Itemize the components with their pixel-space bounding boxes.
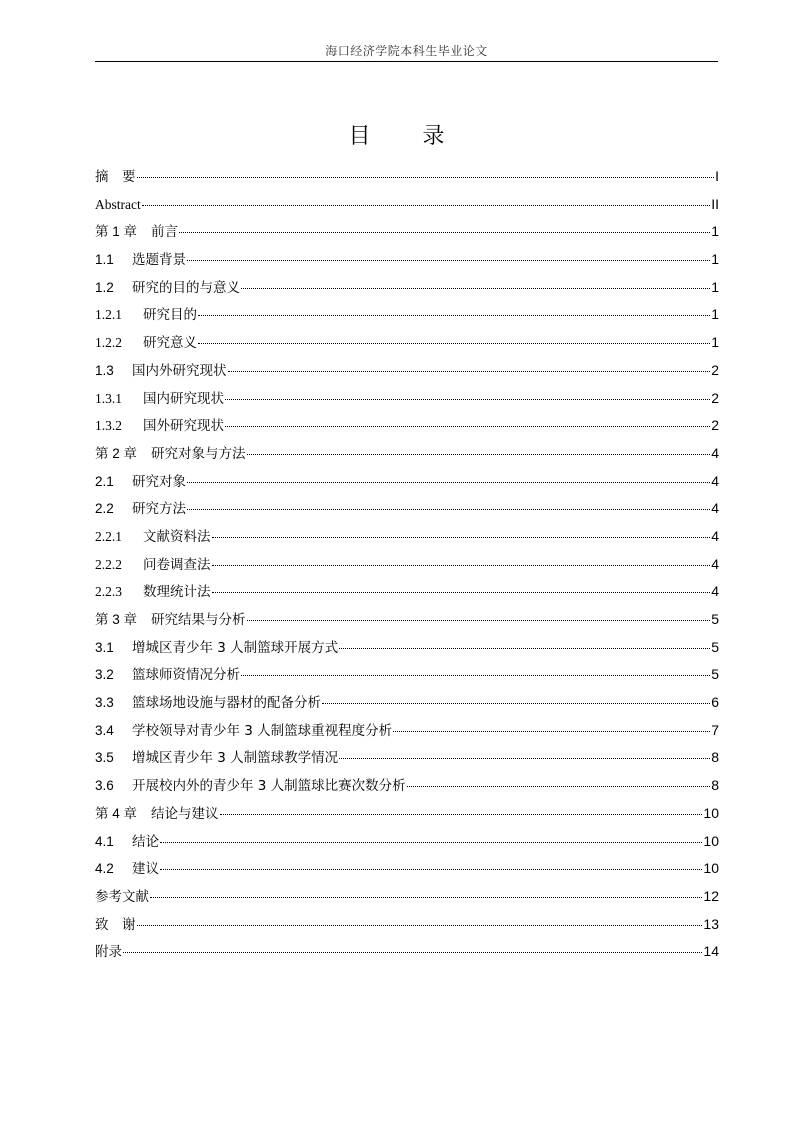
toc-entry-page: 4 bbox=[711, 444, 719, 461]
toc-entry-label bbox=[95, 329, 197, 358]
toc-entry[interactable] bbox=[95, 828, 719, 856]
toc-entry-page: 10 bbox=[703, 832, 719, 849]
toc-dot-leader bbox=[160, 867, 702, 870]
toc-entry-title: 国外研究现状 bbox=[143, 418, 224, 435]
toc-entry-label bbox=[95, 523, 211, 552]
toc-entry-label bbox=[95, 744, 338, 773]
toc-entry-title: 增城区青少年 3 人制篮球开展方式 bbox=[132, 639, 339, 656]
toc-title-part1: 目 bbox=[348, 124, 371, 149]
toc-entry-label bbox=[95, 578, 211, 607]
toc-title bbox=[0, 122, 793, 152]
toc-entry-title: Abstract bbox=[95, 196, 141, 212]
toc-entry-number: 2.1 bbox=[95, 473, 114, 489]
toc-entry-label bbox=[95, 661, 240, 690]
toc-dot-leader bbox=[339, 646, 710, 649]
toc-dot-leader bbox=[247, 618, 711, 621]
toc-entry-number: 第 3 章 bbox=[95, 612, 138, 627]
toc-entry-page: II bbox=[711, 195, 719, 212]
toc-entry-label bbox=[95, 468, 186, 497]
toc-entry-label bbox=[95, 772, 406, 801]
toc-entry-label bbox=[95, 800, 219, 829]
toc-entry[interactable] bbox=[95, 551, 719, 579]
toc-entry-label bbox=[95, 606, 246, 635]
toc-entry[interactable] bbox=[95, 717, 719, 745]
toc-entry[interactable] bbox=[95, 883, 719, 911]
toc-entry-label bbox=[95, 246, 186, 275]
toc-title-part2: 录 bbox=[422, 124, 445, 149]
toc-entry-number: 3.2 bbox=[95, 667, 114, 683]
toc-entry-page: 4 bbox=[711, 583, 719, 600]
toc-dot-leader bbox=[179, 230, 710, 233]
toc-entry[interactable] bbox=[95, 468, 719, 496]
toc-dot-leader bbox=[212, 590, 711, 593]
toc-entry-number: 2.2.2 bbox=[95, 556, 122, 572]
toc-entry-label bbox=[95, 884, 149, 912]
toc-entry-page: I bbox=[715, 168, 719, 184]
toc-entry-page: 4 bbox=[711, 500, 719, 517]
toc-entry-label bbox=[95, 495, 186, 524]
toc-entry-title: 问卷调查法 bbox=[143, 556, 211, 573]
toc-entry-label bbox=[95, 634, 338, 663]
toc-entry-label bbox=[95, 218, 178, 247]
toc-entry-title: 致 谢 bbox=[95, 916, 136, 933]
toc-entry[interactable] bbox=[95, 606, 719, 634]
toc-entry-label bbox=[95, 689, 321, 718]
toc-entry[interactable] bbox=[95, 661, 719, 689]
toc-entry-page: 2 bbox=[711, 417, 719, 434]
toc-entry-title: 篮球师资情况分析 bbox=[132, 667, 240, 684]
toc-entry-label bbox=[95, 855, 159, 884]
toc-entry-number: 1.3.2 bbox=[95, 418, 122, 434]
toc-entry[interactable] bbox=[95, 191, 719, 219]
toc-entry-page: 2 bbox=[711, 361, 719, 378]
toc-entry-title: 增城区青少年 3 人制篮球教学情况 bbox=[132, 750, 339, 767]
toc-entry-number: 3.5 bbox=[95, 750, 114, 766]
toc-entry-label bbox=[95, 939, 122, 967]
toc-dot-leader bbox=[212, 563, 711, 566]
toc-dot-leader bbox=[187, 258, 710, 261]
toc-entry-page: 4 bbox=[711, 555, 719, 572]
toc-entry-title: 参考文献 bbox=[95, 888, 149, 905]
toc-entry-label bbox=[95, 551, 211, 580]
toc-entry-number: 2.2.3 bbox=[95, 584, 122, 600]
toc-entry-number: 2.2.1 bbox=[95, 528, 122, 544]
toc-entry[interactable] bbox=[95, 523, 719, 551]
toc-dot-leader bbox=[339, 756, 710, 759]
toc-dot-leader bbox=[322, 701, 710, 704]
toc-entry-title: 摘 要 bbox=[95, 169, 136, 185]
toc-entry-label bbox=[95, 912, 136, 940]
toc-dot-leader bbox=[187, 507, 710, 510]
toc-dot-leader bbox=[393, 729, 710, 732]
toc-entry-label bbox=[95, 828, 159, 857]
toc-entry-page: 1 bbox=[711, 223, 719, 240]
toc-entry[interactable] bbox=[95, 744, 719, 772]
toc-entry-title: 研究目的 bbox=[143, 307, 197, 324]
toc-entry[interactable] bbox=[95, 329, 719, 357]
toc-entry-title: 结论与建议 bbox=[151, 805, 219, 822]
toc-entry[interactable] bbox=[95, 385, 719, 413]
toc-entry[interactable] bbox=[95, 772, 719, 800]
toc-entry-page: 10 bbox=[703, 804, 719, 821]
toc-entry-page: 14 bbox=[703, 943, 719, 960]
toc-entry-page: 13 bbox=[703, 915, 719, 932]
toc-entry-page: 8 bbox=[711, 749, 719, 766]
toc-dot-leader bbox=[142, 203, 710, 206]
toc-entry[interactable] bbox=[95, 689, 719, 717]
toc-entry-title: 文献资料法 bbox=[143, 528, 211, 545]
toc-entry[interactable] bbox=[95, 855, 719, 883]
toc-entry-label bbox=[95, 440, 246, 469]
toc-entry[interactable] bbox=[95, 634, 719, 662]
toc-entry-label bbox=[95, 164, 136, 192]
toc-entry[interactable] bbox=[95, 357, 719, 385]
toc-entry-label bbox=[95, 301, 197, 330]
toc-entry-number: 1.2.2 bbox=[95, 335, 122, 351]
toc-dot-leader bbox=[123, 950, 702, 953]
toc-entry-title: 研究的目的与意义 bbox=[132, 279, 240, 296]
toc-entry[interactable] bbox=[95, 578, 719, 606]
toc-entry-title: 附录 bbox=[95, 944, 122, 961]
toc-entry-page: 5 bbox=[711, 638, 719, 655]
toc-dot-leader bbox=[198, 313, 710, 316]
toc-entry-number: 第 1 章 bbox=[95, 224, 138, 240]
toc-entry-title: 国内外研究现状 bbox=[132, 362, 227, 379]
toc-entry-page: 6 bbox=[711, 694, 719, 711]
toc-entry-label bbox=[95, 717, 392, 746]
toc-entry-page: 12 bbox=[703, 887, 719, 904]
toc-entry-number: 1.2.1 bbox=[95, 307, 122, 323]
toc-entry-number: 3.3 bbox=[95, 695, 114, 711]
toc-entry-title: 数理统计法 bbox=[143, 584, 211, 601]
toc-entry-label bbox=[95, 357, 227, 386]
toc-entry-title: 国内研究现状 bbox=[143, 390, 224, 407]
toc-entry-number: 3.1 bbox=[95, 639, 114, 655]
toc-entry-page: 10 bbox=[703, 860, 719, 877]
toc-entry-number: 1.2 bbox=[95, 279, 114, 295]
toc-entry-title: 建议 bbox=[132, 861, 159, 878]
toc-entry[interactable] bbox=[95, 218, 719, 246]
toc-entry[interactable] bbox=[95, 938, 719, 966]
toc-entry-label bbox=[95, 385, 224, 414]
toc-entry-title: 选题背景 bbox=[132, 252, 186, 269]
toc-entry[interactable] bbox=[95, 301, 719, 329]
toc-entry-title: 研究对象 bbox=[132, 473, 186, 490]
toc-entry[interactable] bbox=[95, 800, 719, 828]
toc-entry[interactable] bbox=[95, 440, 719, 468]
toc-dot-leader bbox=[241, 673, 710, 676]
toc-entry[interactable] bbox=[95, 246, 719, 274]
toc-entry-number: 1.3 bbox=[95, 362, 114, 378]
toc-entry-title: 研究方法 bbox=[132, 501, 186, 518]
toc-dot-leader bbox=[220, 812, 703, 815]
toc-dot-leader bbox=[407, 784, 711, 787]
toc-dot-leader bbox=[137, 923, 703, 926]
toc-entry-page: 5 bbox=[711, 666, 719, 683]
page-header bbox=[95, 44, 718, 62]
toc-entry-title: 前言 bbox=[151, 224, 179, 241]
toc-entry-title: 篮球场地设施与器材的配备分析 bbox=[132, 695, 321, 712]
toc-dot-leader bbox=[228, 369, 711, 372]
toc-entry-page: 1 bbox=[711, 251, 719, 268]
toc-entry-number: 第 4 章 bbox=[95, 805, 138, 821]
toc-dot-leader bbox=[187, 480, 710, 483]
toc-entry-number: 4.1 bbox=[95, 833, 114, 849]
toc-entry[interactable] bbox=[95, 911, 719, 939]
toc-entry-number: 4.2 bbox=[95, 861, 114, 877]
toc-entry-title: 开展校内外的青少年 3 人制篮球比赛次数分析 bbox=[132, 778, 406, 795]
toc-entry-number: 3.6 bbox=[95, 778, 114, 794]
toc-dot-leader bbox=[241, 286, 710, 289]
toc-entry-page: 4 bbox=[711, 472, 719, 489]
toc-entry-number: 2.2 bbox=[95, 501, 114, 517]
toc-entry[interactable] bbox=[95, 412, 719, 440]
toc-dot-leader bbox=[225, 397, 710, 400]
toc-entry[interactable] bbox=[95, 274, 719, 302]
toc-entry-label bbox=[95, 274, 240, 303]
toc-dot-leader bbox=[150, 895, 702, 898]
toc-entry-page: 1 bbox=[711, 334, 719, 351]
toc-entry-title: 研究结果与分析 bbox=[151, 612, 246, 628]
table-of-contents bbox=[95, 163, 719, 966]
toc-entry-title: 研究对象与方法 bbox=[151, 445, 246, 462]
toc-entry-title: 学校领导对青少年 3 人制篮球重视程度分析 bbox=[132, 722, 393, 739]
header-text: 海口经济学院本科生毕业论文 bbox=[325, 44, 488, 58]
toc-entry-page: 1 bbox=[711, 278, 719, 295]
toc-entry-title: 研究意义 bbox=[143, 335, 197, 352]
toc-entry-number: 1.1 bbox=[95, 252, 114, 268]
toc-entry-number: 3.4 bbox=[95, 722, 114, 738]
toc-dot-leader bbox=[212, 535, 711, 538]
toc-dot-leader bbox=[225, 424, 710, 427]
toc-entry-page: 1 bbox=[711, 306, 719, 323]
toc-dot-leader bbox=[137, 175, 715, 178]
toc-entry-number: 1.3.1 bbox=[95, 390, 122, 406]
toc-dot-leader bbox=[247, 452, 711, 455]
toc-entry-number: 第 2 章 bbox=[95, 445, 138, 461]
toc-entry[interactable] bbox=[95, 495, 719, 523]
toc-entry-label bbox=[95, 191, 141, 219]
toc-entry-label bbox=[95, 412, 224, 441]
toc-dot-leader bbox=[160, 840, 702, 843]
toc-entry-title: 结论 bbox=[132, 833, 159, 850]
toc-entry[interactable] bbox=[95, 163, 719, 191]
toc-entry-page: 5 bbox=[711, 611, 719, 627]
toc-entry-page: 8 bbox=[711, 777, 719, 794]
toc-entry-page: 7 bbox=[711, 721, 719, 738]
toc-entry-page: 2 bbox=[711, 389, 719, 406]
toc-entry-page: 4 bbox=[711, 527, 719, 544]
toc-dot-leader bbox=[198, 341, 710, 344]
